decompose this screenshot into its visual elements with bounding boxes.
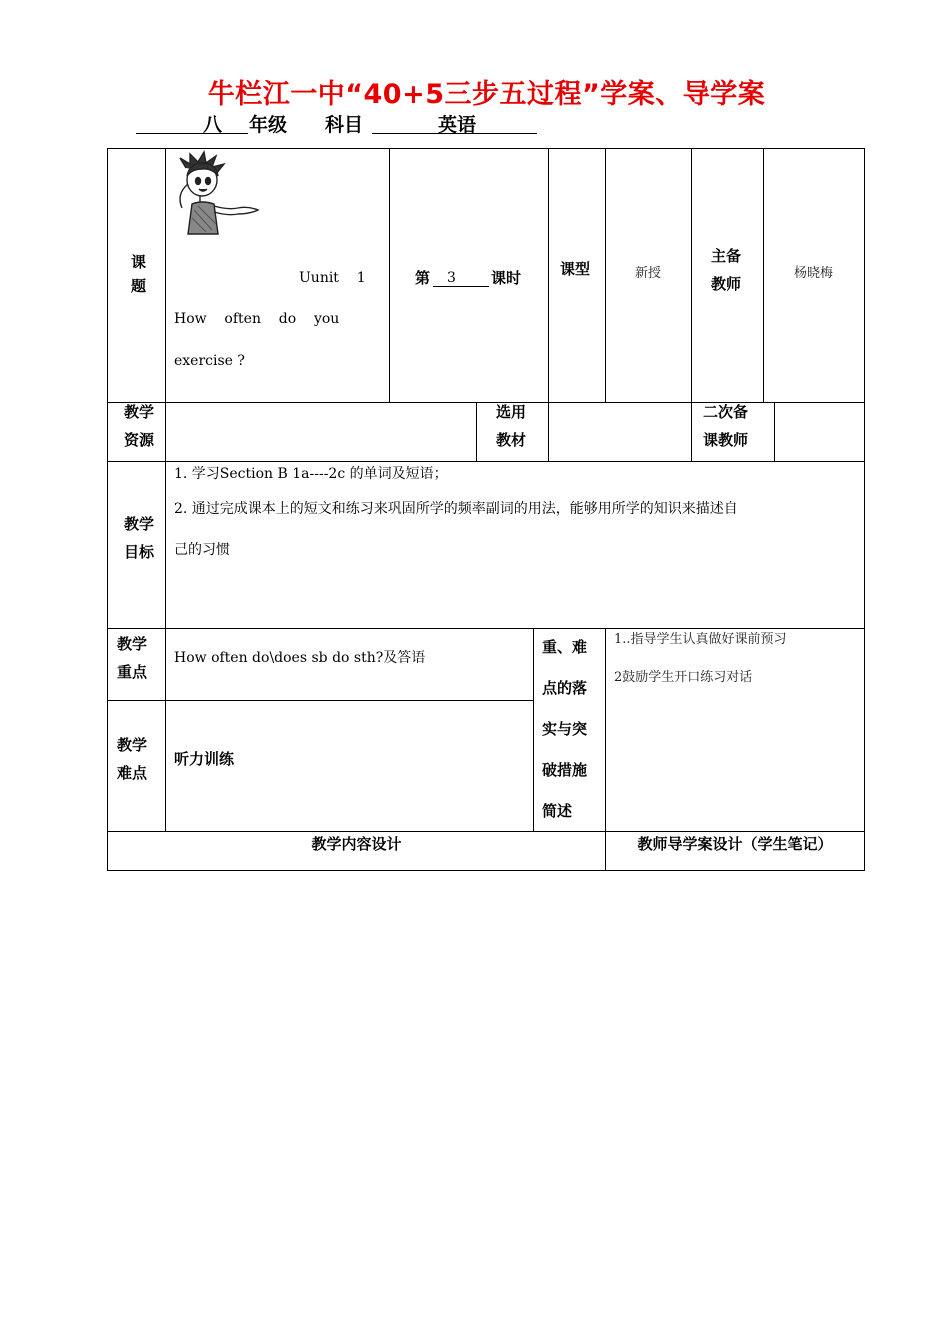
goals-item-1: 1. 学习Section B 1a----2c 的单词及短语；	[174, 466, 448, 482]
topic-line-3: exercise ?	[174, 353, 245, 369]
textbook-value-cell	[548, 402, 692, 462]
subject-label: 科目	[325, 114, 364, 136]
goals-label: 教学目标	[124, 515, 155, 561]
lesson-prefix: 第	[415, 269, 431, 287]
difficult-label: 教学难点	[117, 736, 148, 782]
type-value: 新授	[635, 266, 662, 281]
second-teacher-label: 二次备课教师	[703, 403, 749, 449]
content-design-header: 教学内容设计	[311, 835, 402, 853]
subject-value: 英语	[438, 114, 477, 136]
resources-value-cell	[165, 402, 477, 462]
grade-underline	[136, 111, 248, 134]
key-label: 教学重点	[117, 635, 148, 681]
goals-item-2b: 己的习惯	[174, 542, 230, 558]
goals-value-cell	[165, 461, 865, 629]
topic-line-2: How often do you	[174, 311, 340, 327]
goals-item-2a: 2. 通过完成课本上的短文和练习来巩固所学的频率副词的用法，能够用所学的知识来描述自	[174, 501, 738, 517]
measures-label: 重、难点的落实与突破措施简述	[542, 638, 588, 820]
topic-label: 课题	[131, 253, 147, 295]
measures-value-cell	[605, 628, 865, 832]
measure-2: 2鼓励学生开口练习对话	[614, 670, 753, 685]
textbook-label: 选用教材	[496, 403, 527, 449]
difficult-value: 听力训练	[174, 750, 235, 768]
lesson-number: 3	[447, 270, 456, 286]
second-teacher-value-cell	[774, 402, 865, 462]
resources-label: 教学资源	[124, 403, 155, 449]
type-label: 课型	[560, 260, 591, 278]
lesson-cell	[389, 148, 549, 403]
lead-teacher-label: 主备教师	[711, 247, 742, 293]
cartoon-girl-illustration	[172, 150, 262, 236]
topic-line-1: Uunit 1	[299, 270, 366, 286]
lesson-number-underline	[433, 286, 489, 287]
key-value: How often do\does sb do sth?及答语	[174, 650, 426, 666]
grade-label: 年级	[249, 114, 288, 136]
page-title: 牛栏江一中“40+5三步五过程”学案、导学案	[207, 79, 766, 110]
lead-teacher-value: 杨晓梅	[794, 266, 834, 281]
measure-1: 1..指导学生认真做好课前预习	[614, 632, 787, 647]
teacher-design-header: 教师导学案设计（学生笔记）	[637, 835, 833, 853]
grade-value: 八	[203, 114, 223, 136]
lesson-suffix: 课时	[491, 269, 522, 287]
